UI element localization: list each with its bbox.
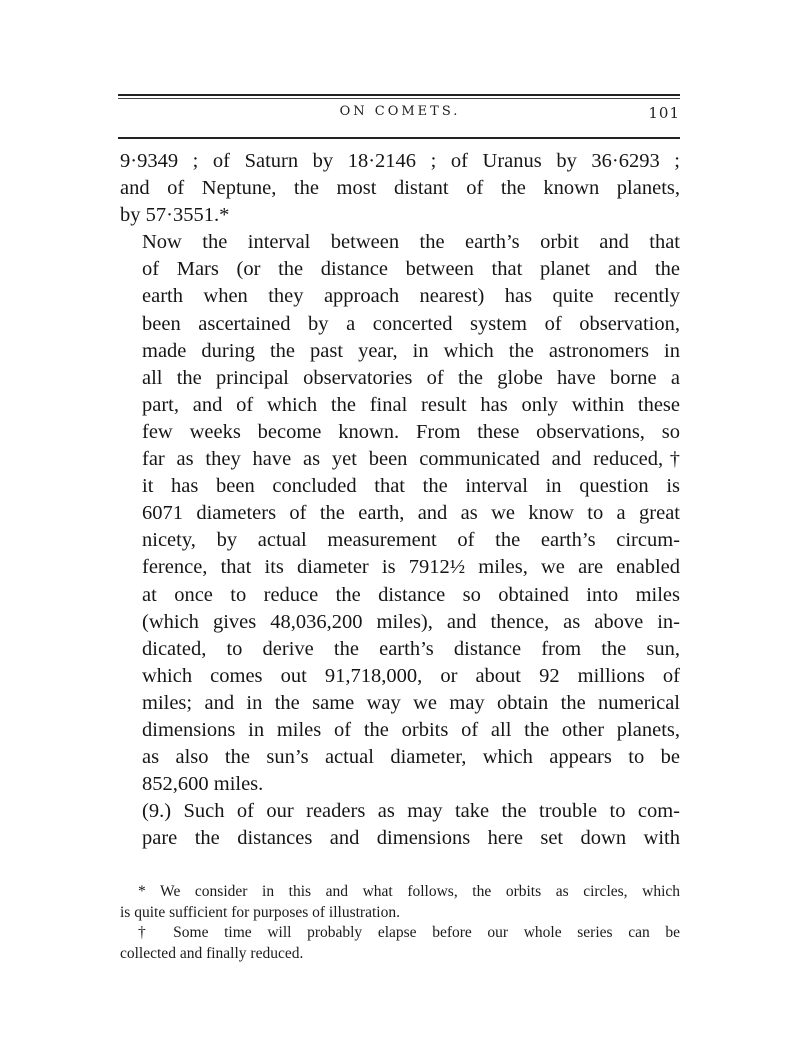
text-line: as also the sun’s actual diameter, which appears to be: [142, 746, 680, 769]
text-line: it has been concluded that the interval in question is: [142, 475, 680, 498]
text-line: part, and of which the final result has only within these: [142, 393, 680, 416]
header-rule-bottom: [118, 137, 680, 139]
text-line: Now the interval between the earth’s orbit and that: [142, 231, 680, 254]
text-line: by 57·3551.*: [120, 204, 230, 227]
text-line: and of Neptune, the most distant of the known planets,: [120, 177, 680, 200]
text-line: pare the distances and dimensions here set down with: [142, 827, 680, 850]
running-header-title: ON COMETS.: [339, 104, 461, 119]
page-number: 101: [648, 104, 680, 122]
header-rule-top-thin: [118, 98, 680, 99]
text-line: ference, that its diameter is 7912½ miles, we are enabled: [142, 556, 680, 579]
footnotes: [120, 882, 680, 964]
text-line: miles; and in the same way we may obtain the numerical: [142, 691, 680, 714]
body-text: [120, 148, 680, 852]
text-line: 6071 diameters of the earth, and as we know to a great: [142, 502, 680, 525]
text-line: few weeks become known. From these observations, so: [142, 420, 680, 443]
text-line: dicated, to derive the earth’s distance from the sun,: [142, 637, 680, 660]
footnote-line: collected and finally reduced.: [120, 944, 304, 962]
header-rule-top: [118, 94, 680, 96]
paragraph-3: [120, 798, 680, 852]
text-line: nicety, by actual measurement of the earth’s circum-: [142, 529, 680, 552]
paragraph-1: [120, 148, 680, 229]
paragraph-2: [120, 229, 680, 798]
text-line: (which gives 48,036,200 miles), and thence, as above in-: [142, 610, 680, 633]
text-line: (9.) Such of our readers as may take the trouble to com-: [142, 800, 680, 823]
text-line: at once to reduce the distance so obtained into miles: [142, 583, 680, 606]
footnote-2: [120, 923, 680, 964]
text-line: far as they have as yet been communicated and reduced,†: [142, 448, 680, 471]
text-line: all the principal observatories of the globe have borne a: [142, 366, 680, 389]
footnote-1: [120, 882, 680, 923]
footnote-line: is quite sufficient for purposes of illustration.: [120, 903, 400, 921]
footnote-line: * We consider in this and what follows, the orbits as circles, which: [138, 883, 680, 900]
text-line: which comes out 91,718,000, or about 92 millions of: [142, 664, 680, 687]
text-line: dimensions in miles of the orbits of all the other planets,: [142, 718, 680, 741]
text-line: earth when they approach nearest) has quite recently: [142, 285, 680, 308]
text-line: 852,600 miles.: [142, 773, 264, 796]
footnote-line: † Some time will probably elapse before our whole series can be: [138, 924, 680, 941]
text-line: of Mars (or the distance between that planet and the: [142, 258, 680, 281]
text-line: 9·9349 ; of Saturn by 18·2146 ; of Uranus by 36·6293 ;: [120, 150, 680, 172]
text-line: been ascertained by a concerted system of observation,: [142, 312, 680, 335]
text-line: made during the past year, in which the astronomers in: [142, 339, 680, 362]
